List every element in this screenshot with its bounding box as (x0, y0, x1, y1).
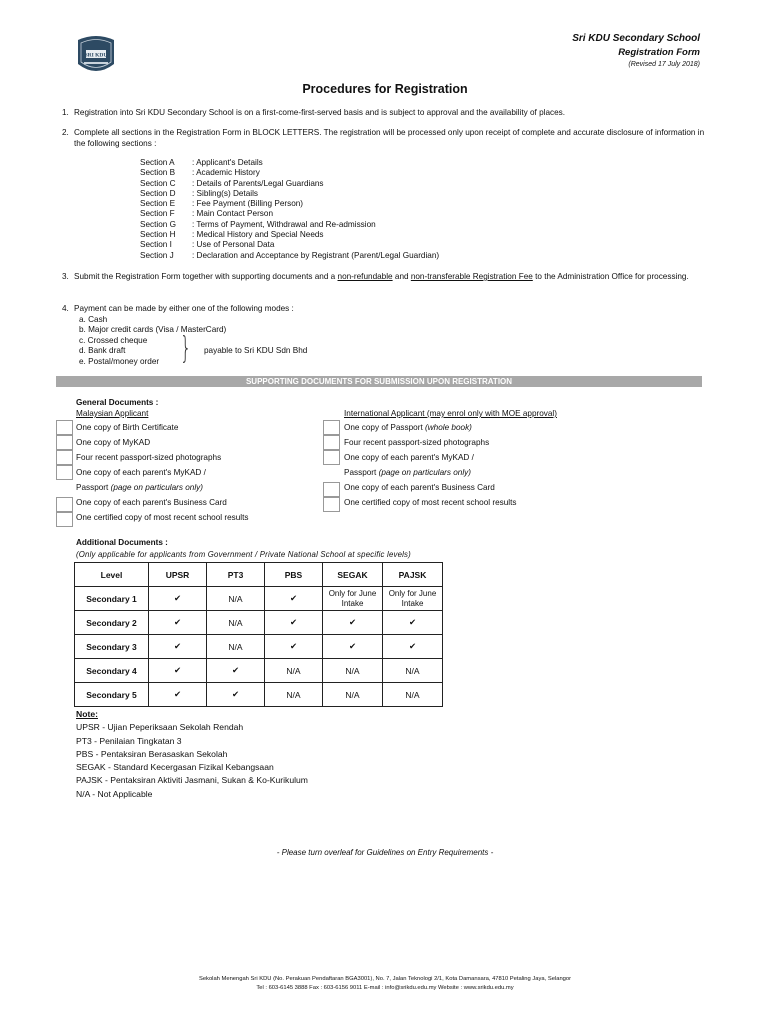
section-key: Section E (140, 199, 176, 209)
levels-table (74, 562, 443, 707)
section-desc: : Fee Payment (Billing Person) (192, 199, 304, 209)
item-number: 4. (62, 304, 69, 313)
column-header: Level (75, 563, 149, 587)
item-number: 2. (62, 128, 69, 137)
logo-text: SRI KDU (84, 52, 108, 59)
item-number: 3. (62, 272, 69, 281)
note-heading: Note: (76, 709, 98, 719)
document-item: Four recent passport-sized photographs (344, 438, 490, 447)
table-cell: ✔ (149, 683, 207, 707)
item-number: 1. (62, 108, 69, 117)
checkbox-intl-photographs[interactable] (323, 435, 340, 450)
overleaf-notice: - Please turn overleaf for Guidelines on Entry Requirements - (276, 848, 494, 857)
checkbox-intl-school-results[interactable] (323, 497, 340, 512)
abbreviations-note (76, 708, 308, 801)
procedure-item-1 (62, 108, 712, 119)
underlined-text: non-transferable Registration Fee (410, 272, 533, 281)
document-item: One copy of Birth Certificate (76, 423, 179, 432)
payable-note: payable to Sri KDU Sdn Bhd (204, 346, 308, 355)
document-item (344, 465, 516, 480)
section-row (140, 220, 439, 230)
section-key: Section D (140, 188, 176, 198)
note-line: SEGAK - Standard Kecergasan Fizikal Kebangsaan (76, 762, 274, 773)
table-cell: ✔ (383, 611, 443, 635)
payment-modes-list (79, 315, 712, 368)
section-desc: : Applicant's Details (192, 158, 263, 167)
additional-documents-title: Additional Documents : (76, 538, 168, 547)
table-cell: N/A (383, 659, 443, 683)
table-cell: Secondary 5 (75, 683, 149, 707)
column-header: PAJSK (383, 563, 443, 587)
table-cell: N/A (323, 659, 383, 683)
document-item: One copy of each parent's Business Card (76, 498, 227, 507)
italic-text: (page on particulars only) (378, 468, 471, 477)
item-text: Registration into Sri KDU Secondary School is on a first-come-first-served basis and is subject to approval and the availability of places. (74, 108, 566, 117)
table-cell: N/A (207, 611, 265, 635)
section-desc: : Sibling(s) Details (192, 188, 258, 198)
column-header: PT3 (207, 563, 265, 587)
table-cell: Only for June Intake (323, 587, 383, 611)
international-documents-list (344, 420, 516, 510)
text-segment: and (392, 272, 411, 281)
payment-mode: e. Postal/money order (79, 356, 160, 366)
table-cell: N/A (383, 683, 443, 707)
checkbox-photographs[interactable] (56, 450, 73, 465)
payment-mode: a. Cash (79, 314, 108, 324)
section-row (140, 251, 439, 261)
column-header: UPSR (149, 563, 207, 587)
table-cell: ✔ (323, 611, 383, 635)
table-cell: ✔ (149, 611, 207, 635)
column-header: SEGAK (323, 563, 383, 587)
table-cell: ✔ (323, 635, 383, 659)
payment-mode: b. Major credit cards (Visa / MasterCard) (79, 325, 227, 334)
table-cell: Only for June Intake (383, 587, 443, 611)
document-item (76, 480, 248, 495)
form-name: Registration Form (618, 47, 700, 58)
table-cell: ✔ (207, 659, 265, 683)
table-cell: N/A (265, 659, 323, 683)
item-text: Complete all sections in the Registration Form in BLOCK LETTERS. The registration will be processed only upon receipt of complete and accurate disclosure of information in the following sections : (74, 128, 705, 148)
table-cell: ✔ (149, 587, 207, 611)
table-cell: Secondary 2 (75, 611, 149, 635)
checkbox-mykad[interactable] (56, 435, 73, 450)
table-row (75, 659, 443, 683)
note-line: PT3 - Penilaian Tingkatan 3 (76, 735, 182, 746)
checkbox-intl-parent-business-card[interactable] (323, 482, 340, 497)
procedure-item-2 (62, 128, 712, 149)
table-cell: ✔ (149, 659, 207, 683)
table-cell: ✔ (265, 587, 323, 611)
section-desc: : Use of Personal Data (192, 240, 275, 250)
international-applicant-heading: International Applicant (may enrol only with MOE approval) (344, 409, 557, 418)
checkbox-intl-parent-mykad[interactable] (323, 450, 340, 465)
section-key: Section B (140, 168, 176, 178)
section-desc: : Terms of Payment, Withdrawal and Re-admission (192, 219, 376, 229)
payment-mode: d. Bank draft (79, 346, 126, 355)
section-desc: : Academic History (192, 168, 260, 178)
checkbox-school-results[interactable] (56, 512, 73, 527)
underlined-text: non-refundable (337, 272, 393, 281)
procedure-item-4 (62, 304, 712, 367)
document-item: One copy of MyKAD (76, 438, 151, 447)
school-name: Sri KDU Secondary School (572, 33, 700, 44)
page-footer (0, 975, 770, 993)
malaysian-documents-list (76, 420, 248, 525)
checkbox-parent-business-card[interactable] (56, 497, 73, 512)
document-item (344, 420, 516, 435)
table-cell: Secondary 3 (75, 635, 149, 659)
malaysian-applicant-heading: Malaysian Applicant (76, 409, 149, 418)
section-key: Section J (140, 250, 174, 260)
table-cell: ✔ (149, 635, 207, 659)
section-desc: : Main Contact Person (192, 209, 274, 219)
section-row (140, 158, 439, 168)
table-row (75, 587, 443, 611)
note-line: UPSR - Ujian Peperiksaan Sekolah Rendah (76, 722, 244, 733)
section-key: Section H (140, 230, 176, 240)
section-row (140, 179, 439, 189)
note-line: PAJSK - Pentaksiran Aktiviti Jasmani, Sukan & Ko-Kurikulum (76, 775, 308, 786)
document-item: One certified copy of most recent school results (344, 498, 517, 507)
sections-list (140, 158, 439, 261)
table-row (75, 635, 443, 659)
italic-text: (page on particulars only) (110, 483, 203, 492)
page-title: Procedures for Registration (302, 82, 468, 96)
document-item: One copy of each parent's MyKAD / (344, 453, 474, 462)
table-header-row (75, 563, 443, 587)
section-row (140, 230, 439, 240)
section-desc: : Medical History and Special Needs (192, 230, 324, 240)
revised-date: (Revised 17 July 2018) (628, 61, 700, 68)
table-cell: ✔ (265, 611, 323, 635)
document-item: One certified copy of most recent school results (76, 513, 249, 522)
footer-contact: Tel : 603-6145 3888 Fax : 603-6156 9011 E-mail : info@srikdu.edu.my Website : www.srikdu.edu.my (256, 985, 514, 991)
section-row (140, 189, 439, 199)
text-segment: Passport (76, 483, 111, 492)
item-text: Payment can be made by either one of the following modes : (74, 304, 294, 313)
section-key: Section G (140, 219, 176, 229)
section-desc: : Declaration and Acceptance by Registrant (Parent/Legal Guardian) (192, 250, 440, 260)
additional-documents-subtitle: (Only applicable for applicants from Government / Private National School at specific levels) (76, 550, 411, 559)
table-cell: ✔ (207, 683, 265, 707)
text-segment: One copy of Passport (344, 423, 426, 432)
table-cell: N/A (265, 683, 323, 707)
payment-mode: c. Crossed cheque (79, 335, 148, 345)
procedure-item-3 (62, 272, 712, 283)
table-row (75, 683, 443, 707)
section-key: Section A (140, 158, 175, 167)
table-cell: ✔ (265, 635, 323, 659)
footer-address: Sekolah Menengah Sri KDU (No. Perakuan Pendaftaran BGA3001), No. 7, Jalan Teknologi 2/1, Kota Damansara, 47810 Petaling Jaya, Selangor (198, 976, 572, 982)
section-desc: : Details of Parents/Legal Guardians (192, 178, 324, 188)
section-key: Section C (140, 178, 176, 188)
table-row (75, 611, 443, 635)
document-item: One copy of each parent's MyKAD / (76, 468, 206, 477)
document-item: Four recent passport-sized photographs (76, 453, 222, 462)
item-text (74, 272, 712, 283)
table-cell: ✔ (383, 635, 443, 659)
note-line: N/A - Not Applicable (76, 788, 153, 799)
checkbox-birth-certificate[interactable] (56, 420, 73, 435)
form-header (572, 32, 700, 70)
brace-icon: } (180, 331, 192, 366)
supporting-documents-banner: SUPPORTING DOCUMENTS FOR SUBMISSION UPON REGISTRATION (56, 376, 702, 387)
table-cell: Secondary 1 (75, 587, 149, 611)
checkbox-parent-mykad[interactable] (56, 465, 73, 480)
section-key: Section F (140, 209, 175, 219)
section-row (140, 240, 439, 250)
note-line: PBS - Pentaksiran Berasaskan Sekolah (76, 748, 228, 759)
section-row (140, 209, 439, 219)
section-row (140, 168, 439, 178)
table-cell: Secondary 4 (75, 659, 149, 683)
text-segment: to the Administration Office for processing. (532, 272, 689, 281)
school-logo (74, 34, 118, 76)
document-item: One copy of each parent's Business Card (344, 483, 495, 492)
text-segment: Passport (344, 468, 379, 477)
text-segment: Submit the Registration Form together with supporting documents and a (74, 272, 338, 281)
table-cell: N/A (207, 587, 265, 611)
general-documents-title: General Documents : (76, 398, 159, 407)
section-row (140, 199, 439, 209)
checkbox-passport[interactable] (323, 420, 340, 435)
table-cell: N/A (323, 683, 383, 707)
table-cell: N/A (207, 635, 265, 659)
section-key: Section I (140, 240, 172, 250)
column-header: PBS (265, 563, 323, 587)
italic-text: (whole book) (425, 423, 472, 432)
